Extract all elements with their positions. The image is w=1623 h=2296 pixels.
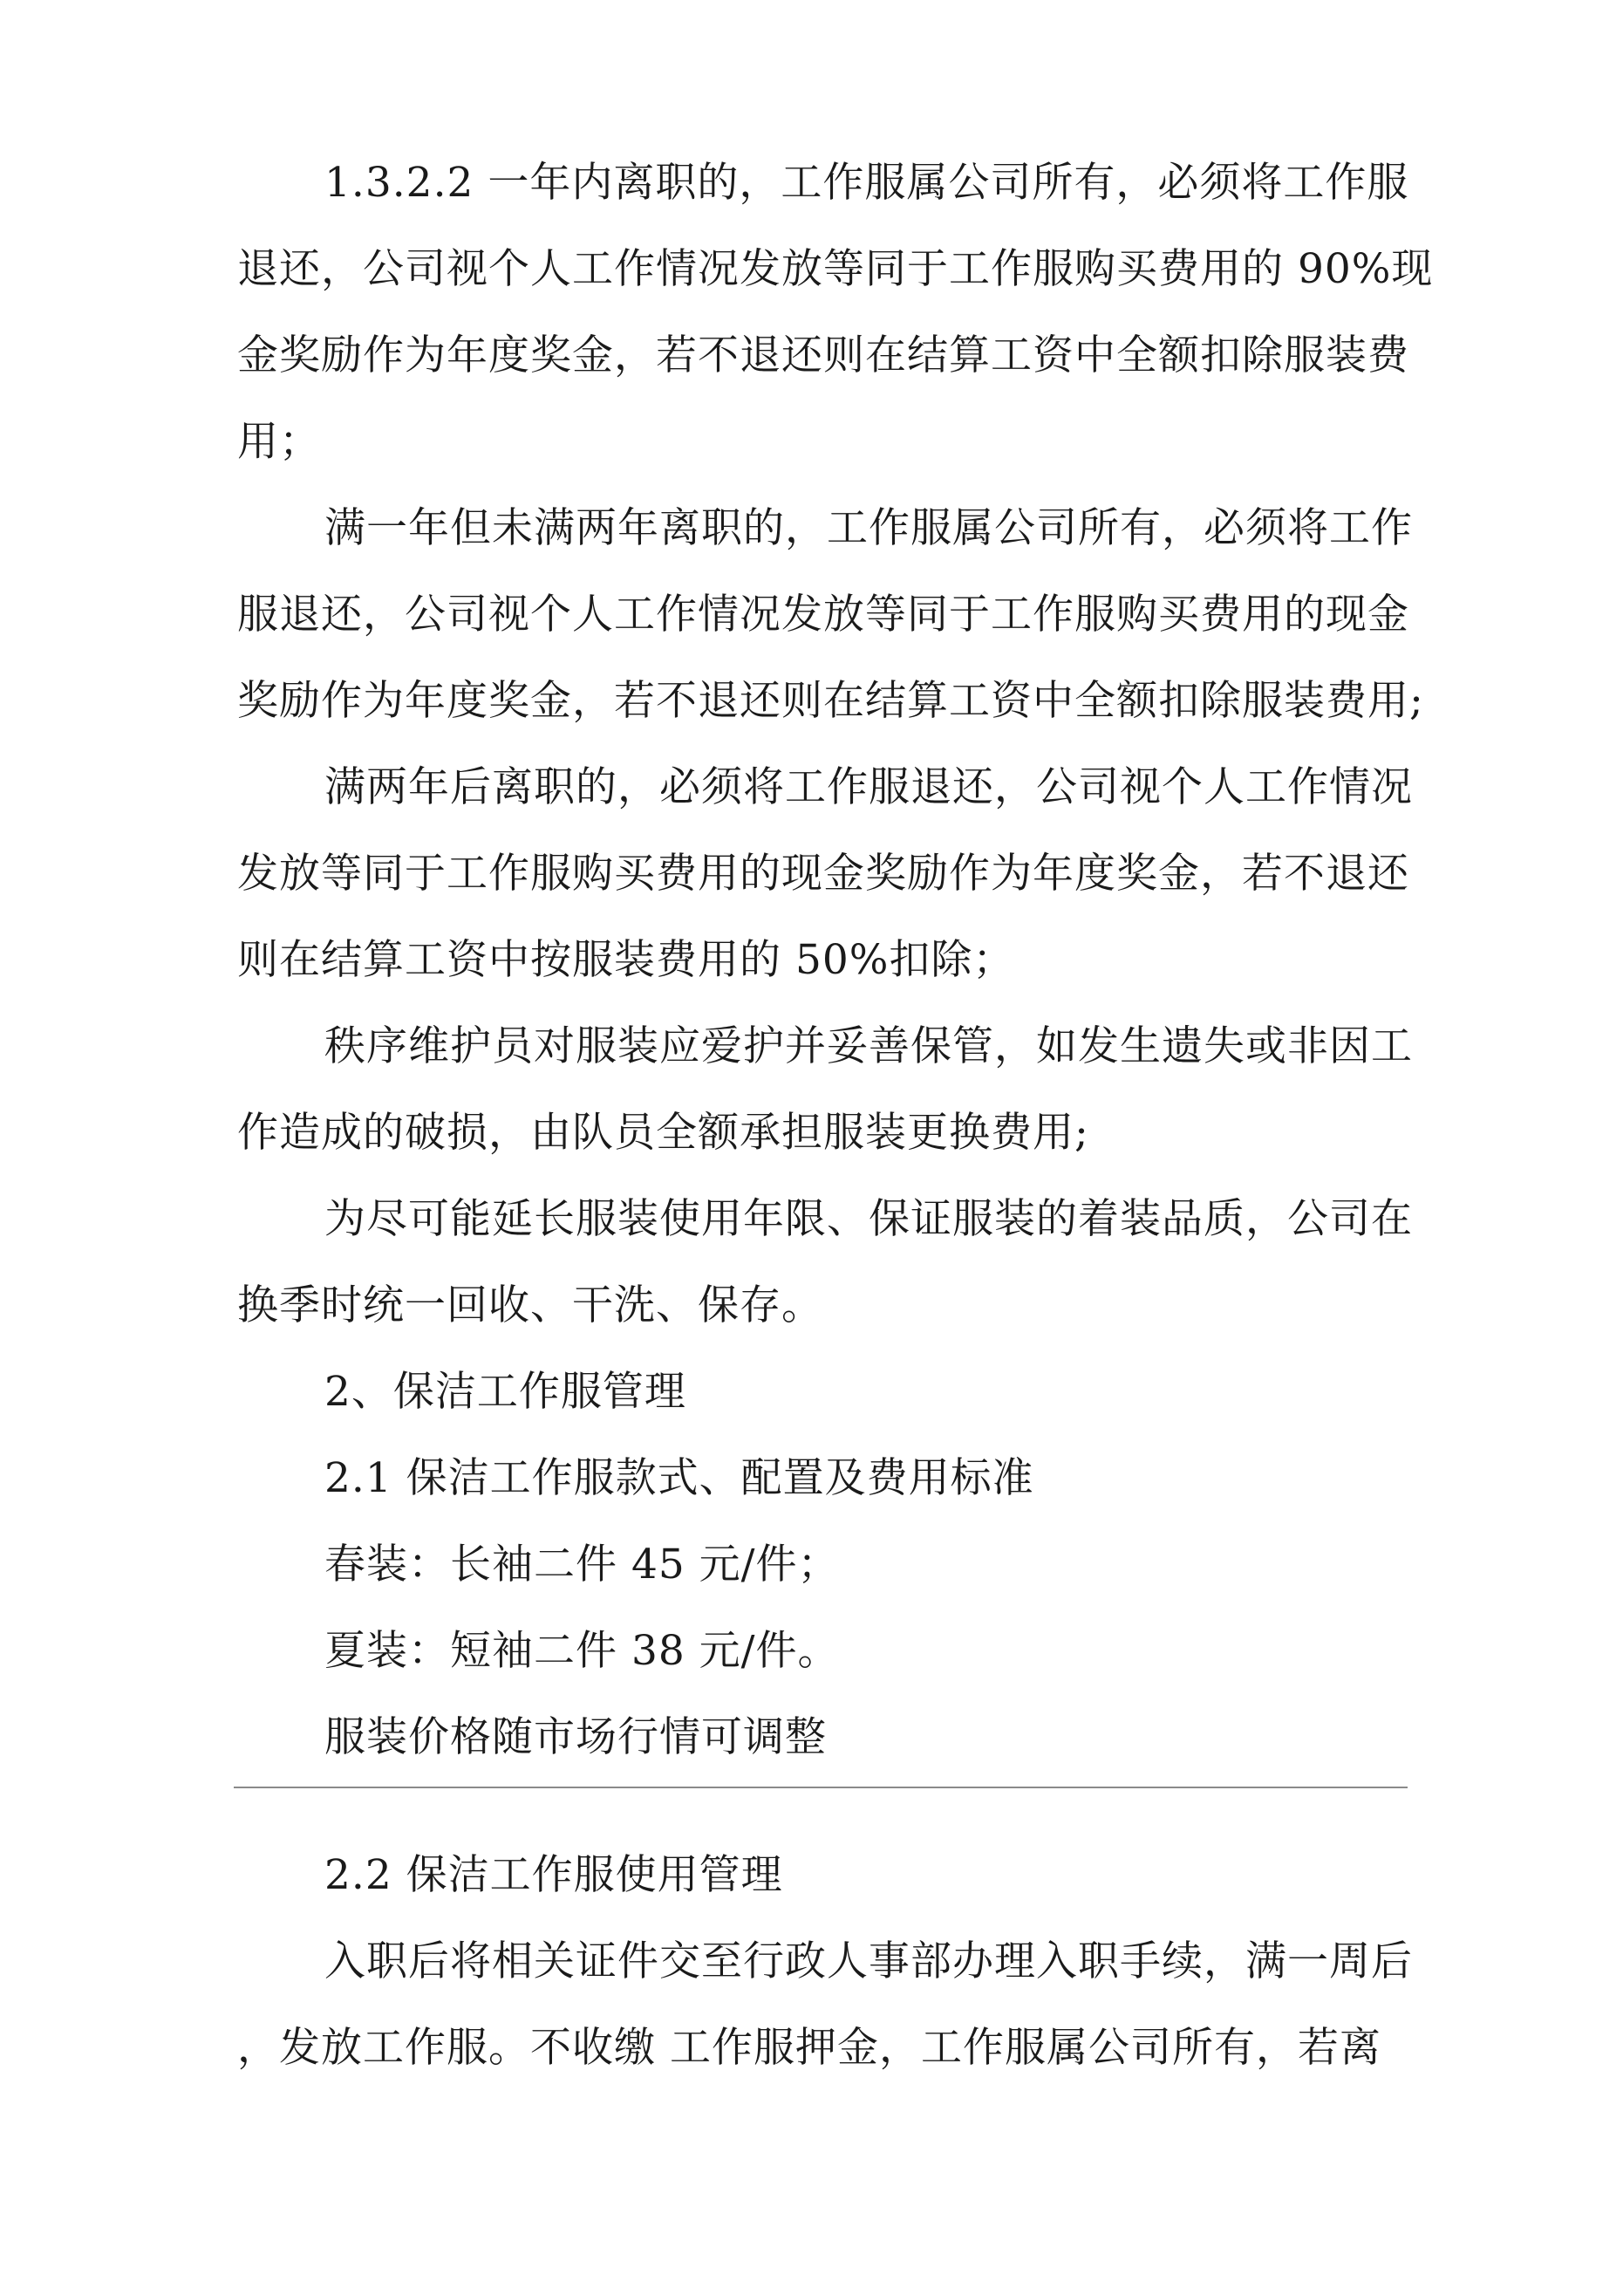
- paragraph: [237, 1349, 1406, 1435]
- text-line: 换季时统一回收、干洗、保存。: [237, 1281, 823, 1329]
- text-line: 1.3.2.2 一年内离职的，工作服属公司所有，必须将工作服: [324, 159, 1409, 207]
- bottom-text-section: [237, 1832, 1413, 2091]
- paragraph: [237, 1435, 1406, 1521]
- text-line: 金奖励作为年度奖金，若不退还则在结算工资中全额扣除服装费: [237, 331, 1409, 379]
- paragraph: [237, 1608, 1406, 1694]
- paragraph: [237, 140, 1434, 485]
- text-line: 奖励作为年度奖金，若不退还则在结算工资中全额扣除服装费用;: [237, 677, 1424, 725]
- text-line: 服退还，公司视个人工作情况发放等同于工作服购买费用的现金: [237, 591, 1409, 639]
- page-divider: [234, 1787, 1408, 1788]
- text-line: 春装：长袖二件 45 元/件；: [324, 1541, 840, 1589]
- text-line: 服装价格随市场行情可调整: [324, 1713, 827, 1761]
- text-line: ，发放工作服。不收缴 工作服押金，工作服属公司所有，若离: [237, 2024, 1381, 2072]
- paragraph: [237, 1003, 1413, 1176]
- text-line: 秩序维护员对服装应爱护并妥善保管，如发生遗失或非因工: [324, 1022, 1413, 1070]
- text-line: 夏装：短袖二件 38 元/件。: [324, 1627, 840, 1675]
- paragraph: [237, 1832, 1406, 1918]
- text-line: 发放等同于工作服购买费用的现金奖励作为年度奖金，若不退还: [237, 850, 1409, 898]
- text-line: 用；: [237, 418, 321, 466]
- paragraph: [237, 1918, 1413, 2091]
- text-line: 2、保洁工作服管理: [324, 1368, 686, 1416]
- text-line: 则在结算工资中按服装费用的 50%扣除；: [237, 936, 1015, 984]
- text-line: 入职后将相关证件交至行政人事部办理入职手续，满一周后: [324, 1937, 1413, 1985]
- paragraph: [237, 1176, 1413, 1349]
- text-line: 满两年后离职的，必须将工作服退还，公司视个人工作情况: [324, 763, 1413, 811]
- text-line: 为尽可能延长服装使用年限、保证服装的着装品质，公司在: [324, 1195, 1413, 1243]
- text-line: 退还，公司视个人工作情况发放等同于工作服购买费用的 90%现: [237, 245, 1434, 293]
- top-text-section: [237, 140, 1434, 1780]
- text-line: 2.2 保洁工作服使用管理: [324, 1851, 783, 1899]
- paragraph: [237, 1694, 1406, 1780]
- paragraph: [237, 1521, 1406, 1608]
- text-line: 2.1 保洁工作服款式、配置及费用标准: [324, 1454, 1034, 1502]
- paragraph: [237, 744, 1413, 1003]
- text-line: 作造成的破损，由队员全额承担服装更换费用;: [237, 1109, 1089, 1157]
- paragraph: [237, 485, 1424, 744]
- text-line: 满一年但未满两年离职的，工作服属公司所有，必须将工作: [324, 504, 1413, 552]
